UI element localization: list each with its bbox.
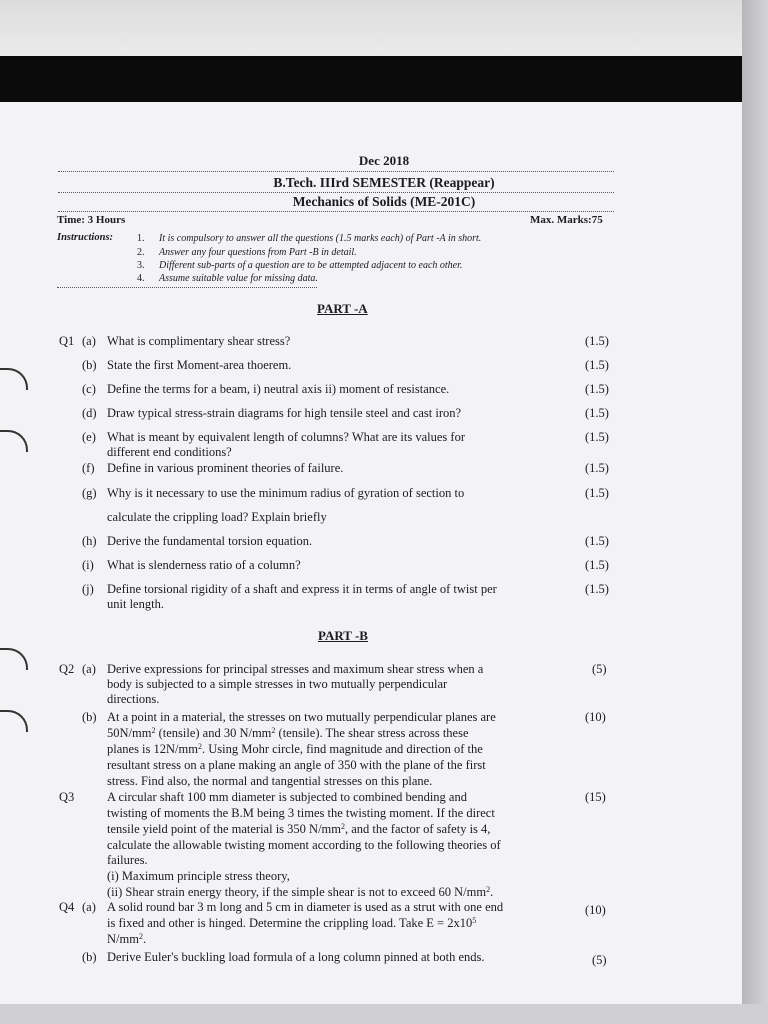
question-text: Draw typical stress-strain diagrams for high tensile steel and cast iron? <box>107 406 462 420</box>
marks: (5) <box>592 953 607 967</box>
marks: (1.5) <box>585 558 609 572</box>
instruction-item: 1. It is compulsory to answer all the questions (1.5 marks each) of Part -A in short. <box>137 233 482 244</box>
divider <box>58 211 614 212</box>
question-text: unit length. <box>107 597 164 611</box>
question-text: failures. <box>107 853 148 867</box>
question-number: Q2 <box>59 662 75 676</box>
instruction-item: 3. Different sub-parts of a question are to be attempted adjacent to each other. <box>137 260 463 271</box>
marks: (1.5) <box>585 534 609 548</box>
question-text: Derive Euler's buckling load formula of a long column pinned at both ends. <box>107 950 485 964</box>
scan-dark-band <box>0 56 742 102</box>
question-text: Derive the fundamental torsion equation. <box>107 534 313 548</box>
question-text: $50N/mm^2$ (tensile) and 30 $N/mm^2$ (tensile). The shear stress across these <box>107 726 469 740</box>
marks: (5) <box>592 662 607 676</box>
divider <box>58 192 614 193</box>
sub-label: (b) <box>82 358 97 372</box>
question-text: different end conditions? <box>107 445 232 459</box>
question-text: What is slenderness ratio of a column? <box>107 558 301 572</box>
instructions-label: Instructions: <box>57 232 114 243</box>
part-b-heading: PART -B <box>318 628 368 643</box>
question-text: Define in various prominent theories of failure. <box>107 461 344 475</box>
question-text: (ii) Shear strain energy theory, if the simple shear is not to exceed 60 $N/mm^2$. <box>107 885 494 899</box>
question-text: body is subjected to a simple stresses in two mutually perpendicular <box>107 677 448 691</box>
question-text: State the first Moment-area thoerem. <box>107 358 292 372</box>
question-text: Why is it necessary to use the minimum radius of gyration of section to <box>107 486 465 500</box>
question-text: Define torsional rigidity of a shaft and express it in terms of angle of twist per <box>107 582 497 596</box>
question-number: Q3 <box>59 790 75 804</box>
instruction-item: 2. Answer any four questions from Part -B in detail. <box>137 247 357 258</box>
question-number: Q1 <box>59 334 75 348</box>
question-text: planes is $12N/mm^2$. Using Mohr circle, find magnitude and direction of the <box>107 742 483 756</box>
sub-label: (c) <box>82 382 96 396</box>
question-text: calculate the crippling load? Explain briefly <box>107 510 327 524</box>
question-number: Q4 <box>59 900 75 914</box>
marks: (1.5) <box>585 582 609 596</box>
question-text: tensile yield point of the material is 350 $N/mm^2$, and the factor of safety is 4, <box>107 822 491 836</box>
max-marks: Max. Marks:75 <box>530 214 603 226</box>
question-text: $N/mm^2$. <box>107 932 147 946</box>
sub-label: (g) <box>82 486 97 500</box>
divider <box>58 171 614 172</box>
sub-label: (a) <box>82 334 96 348</box>
sub-label: (d) <box>82 406 97 420</box>
marks: (10) <box>585 710 606 724</box>
question-text: stress. Find also, the normal and tangential stresses on this plane. <box>107 774 433 788</box>
question-text: resultant stress on a plane making an angle of 350 with the plane of the first <box>107 758 486 772</box>
divider <box>57 287 317 288</box>
question-text: What is meant by equivalent length of columns? What are its values for <box>107 430 465 444</box>
sub-label: (f) <box>82 461 95 475</box>
exam-date: Dec 2018 <box>358 153 410 168</box>
instruction-item: 4. Assume suitable value for missing data. <box>137 273 318 284</box>
sub-label: (j) <box>82 582 94 596</box>
question-text: is fixed and other is hinged. Determine the crippling load. Take $E = 2x10^5$ <box>107 916 477 930</box>
marks: (1.5) <box>585 430 609 444</box>
marks: (1.5) <box>585 334 609 348</box>
sub-label: (i) <box>82 558 94 572</box>
scan-bottom-edge <box>0 1004 768 1024</box>
marks: (1.5) <box>585 406 609 420</box>
marks: (1.5) <box>585 486 609 500</box>
question-text: Define the terms for a beam, i) neutral axis ii) moment of resistance. <box>107 382 450 396</box>
sub-label: (b) <box>82 710 97 724</box>
sub-label: (a) <box>82 900 96 914</box>
question-text: directions. <box>107 692 160 706</box>
marks: (1.5) <box>585 358 609 372</box>
marks: (15) <box>585 790 606 804</box>
question-text: A circular shaft 100 mm diameter is subjected to combined bending and <box>107 790 467 804</box>
marks: (10) <box>585 903 606 917</box>
semester-title: B.Tech. IIIrd SEMESTER (Reappear) <box>273 175 495 190</box>
question-text: twisting of moments the B.M being 3 times the twisting moment. If the direct <box>107 806 495 820</box>
scan-top-margin <box>0 0 768 58</box>
question-text: At a point in a material, the stresses on two mutually perpendicular planes are <box>107 710 496 724</box>
question-text: Derive expressions for principal stresses and maximum shear stress when a <box>107 662 484 676</box>
sub-label: (a) <box>82 662 96 676</box>
marks: (1.5) <box>585 382 609 396</box>
marks: (1.5) <box>585 461 609 475</box>
subject-title: Mechanics of Solids (ME-201C) <box>292 194 476 209</box>
exam-time: Time: 3 Hours <box>57 214 126 226</box>
part-a-heading: PART -A <box>317 301 368 316</box>
question-text: calculate the allowable twisting moment according to the following theories of <box>107 838 501 852</box>
question-text: What is complimentary shear stress? <box>107 334 291 348</box>
question-text: (i) Maximum principle stress theory, <box>107 869 290 883</box>
sub-label: (h) <box>82 534 97 548</box>
sub-label: (e) <box>82 430 96 444</box>
sub-label: (b) <box>82 950 97 964</box>
question-text: A solid round bar 3 m long and 5 cm in diameter is used as a strut with one end <box>107 900 504 914</box>
